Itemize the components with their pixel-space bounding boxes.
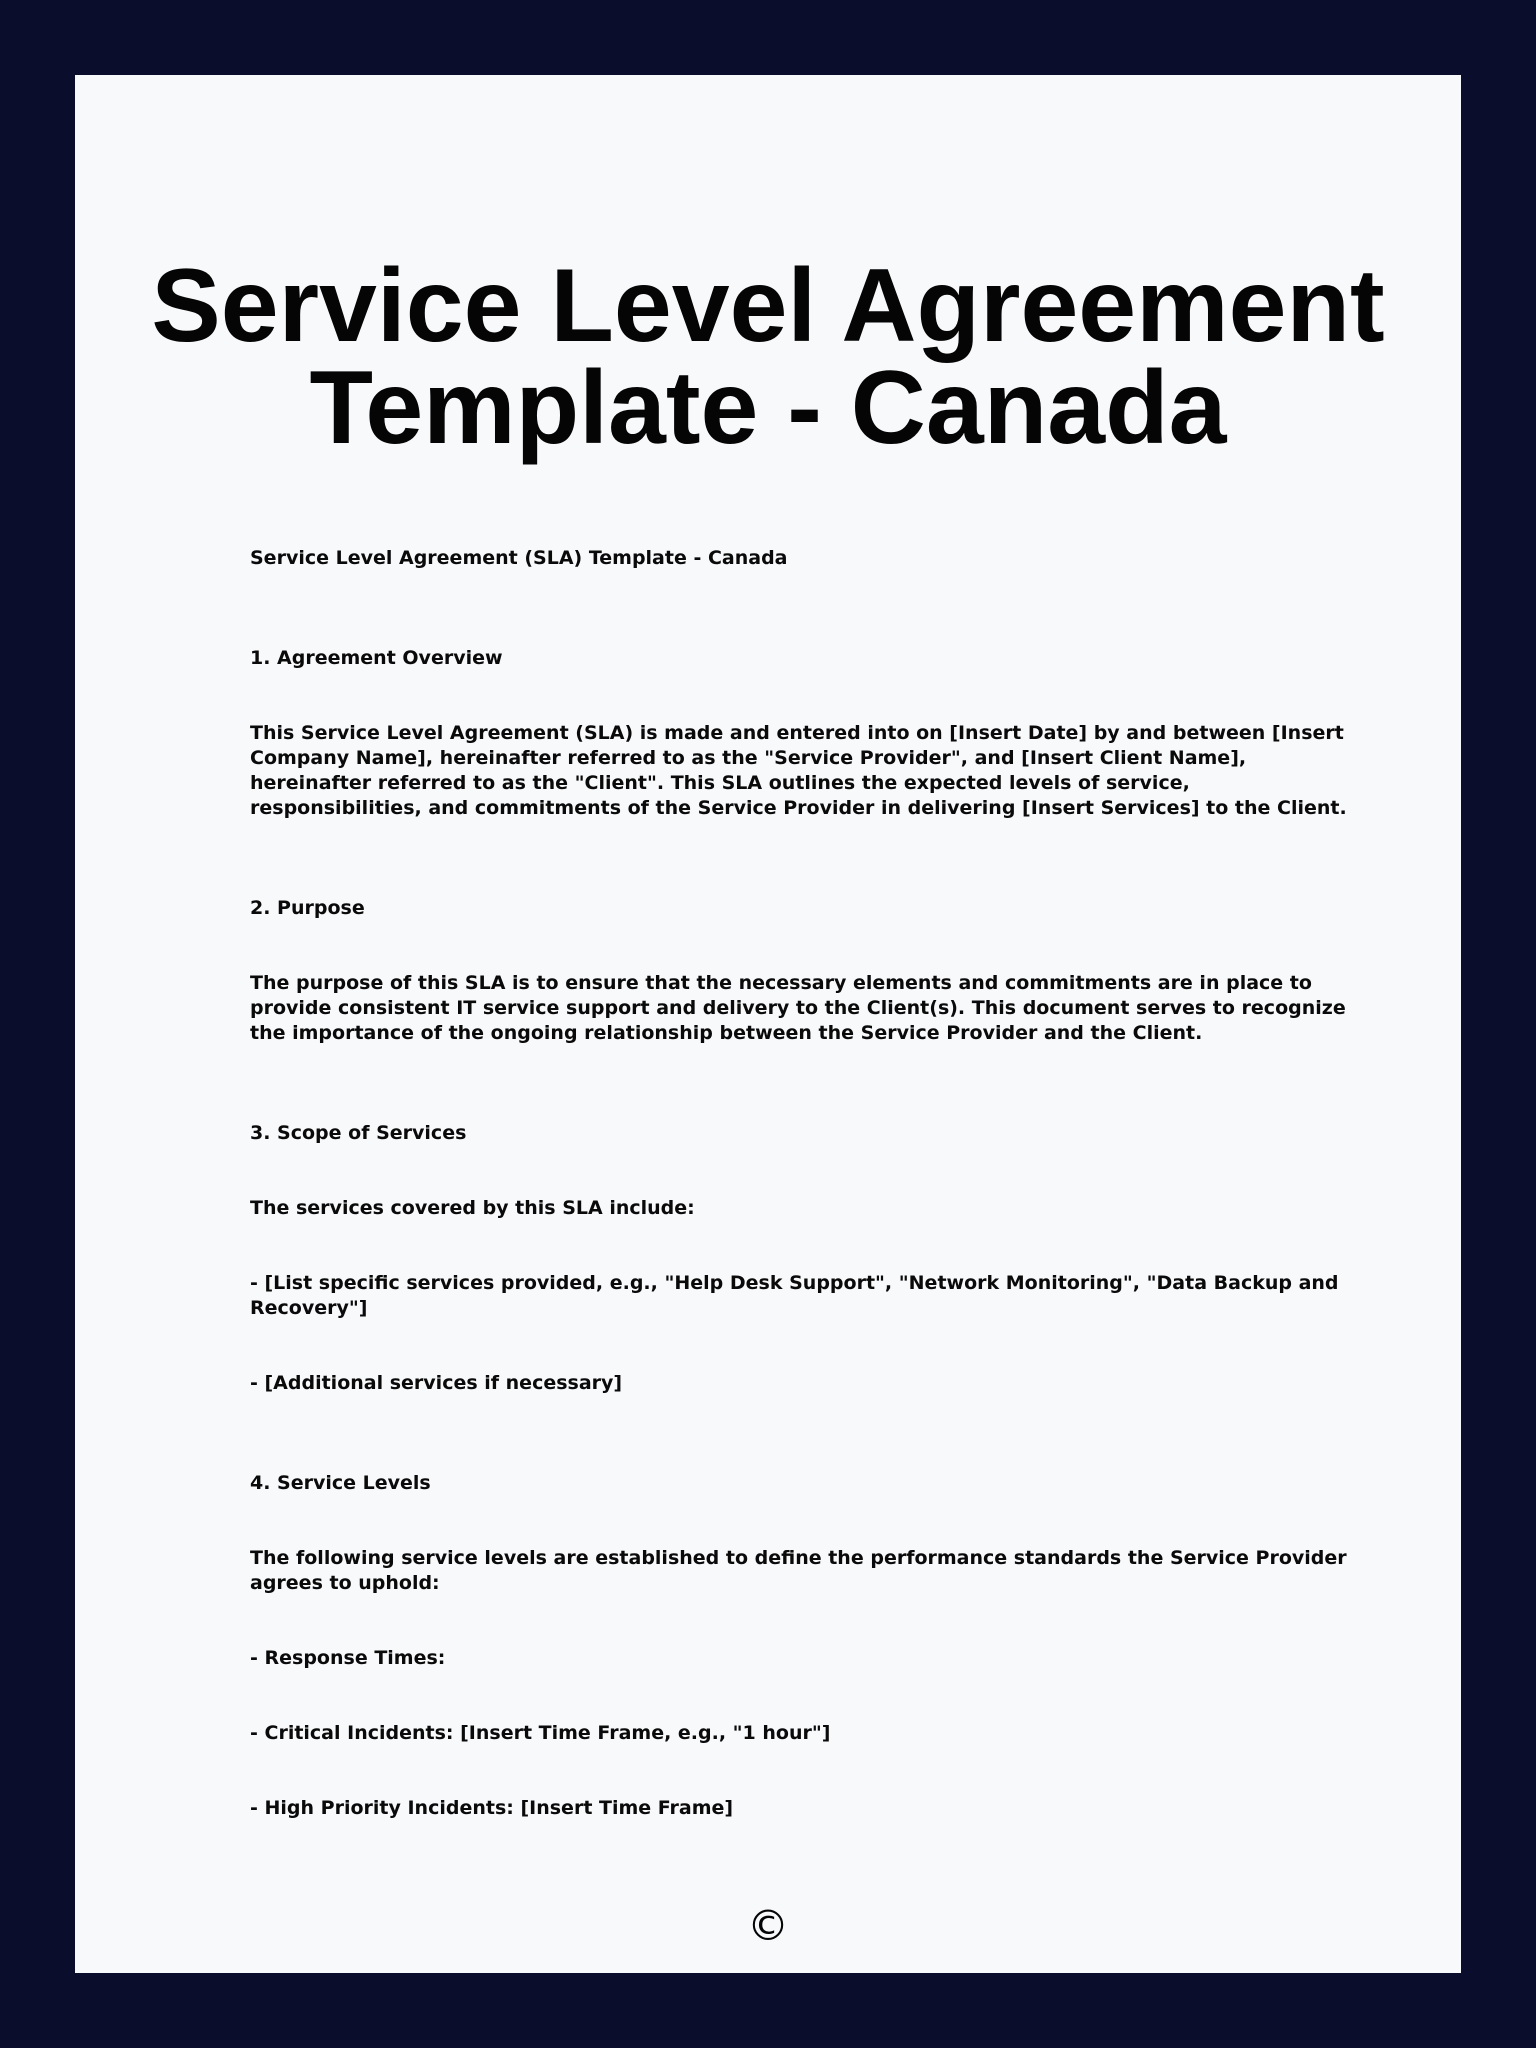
copyright-symbol: © [747,1901,789,1950]
paragraph: This Service Level Agreement (SLA) is made and entered into on [Insert Date] by and between [Insert Company Name], hereinafter referred to as the "Service Provider", and [Insert Client Name], hereinafter referred to as the "Client". This SLA outlines the expected levels of service, responsibilities, and commitments of the Service Provider in delivering [Insert Services] to the Client. [250,722,1347,819]
document-body [250,546,1360,1821]
paragraph: 4. Service Levels [250,1472,431,1494]
paragraph: Service Level Agreement (SLA) Template - Canada [250,547,788,569]
paragraph: - Critical Incidents: [Insert Time Frame, e.g., "1 hour"] [250,1722,831,1744]
paragraph: 3. Scope of Services [250,1122,467,1144]
paragraph: The services covered by this SLA include: [250,1197,695,1219]
paragraph: The purpose of this SLA is to ensure that the necessary elements and commitments are in place to provide consistent IT service support and delivery to the Client(s). This document serves to recognize the importance of the ongoing relationship between the Service Provider and the Client. [250,972,1346,1044]
paragraph: - High Priority Incidents: [Insert Time Frame] [250,1797,734,1819]
paragraph: - [List specific services provided, e.g., "Help Desk Support", "Network Monitoring", "Data Backup and Recovery"] [250,1272,1339,1319]
document-title: Service Level Agreement Template - Canada [151,248,1385,466]
document-page [75,75,1461,1973]
paragraph: 2. Purpose [250,897,365,919]
paragraph: - [Additional services if necessary] [250,1372,623,1394]
paragraph: 1. Agreement Overview [250,647,503,669]
paragraph: The following service levels are established to define the performance standards the Service Provider agrees to uphold: [250,1547,1347,1594]
paragraph: - Response Times: [250,1647,446,1669]
